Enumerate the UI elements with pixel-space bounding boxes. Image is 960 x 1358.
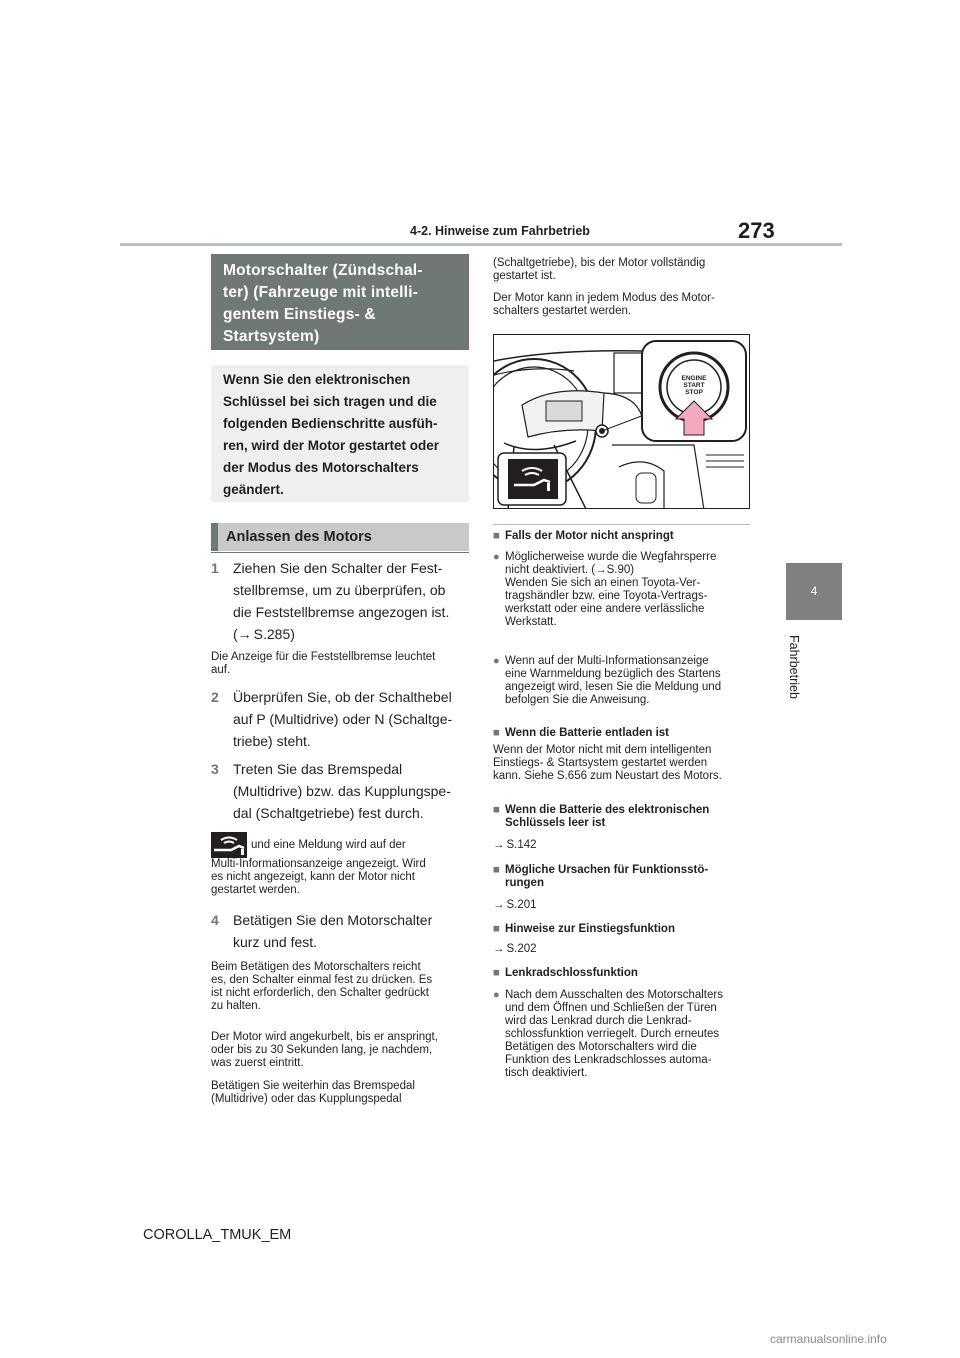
dashboard-drawing bbox=[494, 335, 750, 509]
heading-key-battery: ■ Wenn die Batterie des elektronischen Schlüssels leer ist bbox=[493, 804, 710, 829]
note-3: und eine Meldung wird auf der Multi-Informationsanzeige angezeigt. Wird es nicht angezeigt, kann der Motor nicht gestartet werden. bbox=[211, 832, 473, 897]
square-marker-icon: ■ bbox=[493, 923, 500, 935]
dashboard-illustration bbox=[493, 334, 750, 509]
bullet-icon: ● bbox=[493, 655, 500, 667]
square-marker-icon: ■ bbox=[493, 804, 500, 816]
note-4c: Betätigen Sie weiterhin das Bremspedal (Multidrive) oder das Kupplungspedal bbox=[211, 1080, 415, 1105]
brake-indicator-icon bbox=[211, 832, 247, 858]
note-4a: Beim Betätigen des Motorschalters reicht es, den Schalter einmal fest zu drücken. Es ist nicht erforderlich, den Schalter gedrückt zu halten. bbox=[211, 961, 433, 1012]
battery-discharged-text: Wenn der Motor nicht mit dem intelligenten Einstiegs- & Startsystem gestartet werden kann. Siehe S.656 zum Neustart des Motors. bbox=[493, 744, 722, 782]
arrow-icon: → bbox=[595, 564, 607, 576]
chapter-label: Fahrbetrieb bbox=[787, 635, 801, 699]
heading-battery-discharged: ■ Wenn die Batterie entladen ist bbox=[493, 727, 670, 739]
page-reference[interactable]: → S.142 bbox=[493, 839, 537, 851]
arrow-icon: → bbox=[493, 899, 505, 911]
figure-rule bbox=[493, 524, 750, 525]
page-reference[interactable]: S.90 bbox=[606, 564, 631, 576]
arrow-icon: → bbox=[237, 626, 252, 642]
continued-text: (Schaltgetriebe), bis der Motor vollständig gestartet ist. bbox=[493, 257, 706, 282]
document-code: COROLLA_TMUK_EM bbox=[143, 1227, 292, 1243]
heading-steering-lock: ■ Lenkradschlossfunktion bbox=[493, 967, 638, 979]
intro-box: Wenn Sie den elektronischen Schlüssel bei sich tragen und die folgenden Bedienschritte ausfüh- ren, wird der Motor gestartet oder der Modus des Motorschalters geändert. bbox=[211, 365, 469, 502]
bullet-warning-message: ● Wenn auf der Multi-Informationsanzeige eine Warnmeldung bezüglich des Startens angezeigt wird, lesen Sie die Meldung und befolgen Sie die Anweisung. bbox=[493, 655, 722, 706]
continued-text-2: Der Motor kann in jedem Modus des Motor- schalters gestartet werden. bbox=[493, 292, 715, 317]
bullet-immobilizer: ● Möglicherweise wurde die Wegfahrsperre nicht deaktiviert. (→S.90) Wenden Sie sich an einen Toyota-Ver- tragshändler bzw. eine Toyota-Vertrags- werkstatt oder eine andere verlässliche Werkstatt. bbox=[493, 551, 717, 628]
section-title: Motorschalter (Zündschal- ter) (Fahrzeuge mit intelli- gentem Einstiegs- & Startsystem) bbox=[211, 254, 469, 350]
engine-start-stop-button: ENGINE START STOP bbox=[681, 375, 707, 396]
bullet-icon: ● bbox=[493, 989, 500, 1001]
chapter-tab[interactable]: 4 bbox=[786, 563, 842, 620]
note-1: Die Anzeige für die Feststellbremse leuchtet auf. bbox=[211, 651, 436, 676]
square-marker-icon: ■ bbox=[493, 864, 500, 876]
arrow-icon: → bbox=[493, 943, 505, 955]
step-1: 1 Ziehen Sie den Schalter der Fest- stellbremse, um zu überprüfen, ob die Feststellbremse angezogen ist. (→ S.285) bbox=[211, 557, 473, 645]
section-header: 4-2. Hinweise zum Fahrbetrieb bbox=[410, 224, 590, 238]
page-reference[interactable]: → S.201 bbox=[493, 899, 537, 911]
subheading-rule bbox=[211, 552, 469, 553]
square-marker-icon: ■ bbox=[493, 967, 500, 979]
heading-engine-not-start: ■ Falls der Motor nicht anspringt bbox=[493, 530, 674, 542]
step-4: 4 Betätigen Sie den Motorschalter kurz und fest. bbox=[211, 912, 433, 950]
heading-malfunction-causes: ■ Mögliche Ursachen für Funktionsstö- rungen bbox=[493, 864, 709, 889]
subheading: Anlassen des Motors bbox=[211, 523, 469, 551]
header-rule bbox=[120, 243, 842, 246]
arrow-icon: → bbox=[493, 839, 505, 851]
note-4b: Der Motor wird angekurbelt, bis er anspringt, oder bis zu 30 Sekunden lang, je nachdem, was zuerst eintritt. bbox=[211, 1031, 438, 1069]
heading-entry-function: ■ Hinweise zur Einstiegsfunktion bbox=[493, 923, 675, 935]
step-3: 3 Treten Sie das Bremspedal (Multidrive) bzw. das Kupplungspe- dal (Schaltgetriebe) fest durch. bbox=[211, 761, 451, 821]
square-marker-icon: ■ bbox=[493, 530, 500, 542]
bullet-steering-lock: ● Nach dem Ausschalten des Motorschalters und dem Öffnen und Schließen der Türen wird das Lenkrad durch die Lenkrad- schlossfunktion verriegelt. Durch erneutes Betätigen des Motorschalters wird die Funktion des Lenkradschlosses automa- tisch deaktiviert. bbox=[493, 989, 723, 1079]
bullet-icon: ● bbox=[493, 551, 500, 563]
step-2: 2 Überprüfen Sie, ob der Schalthebel auf P (Multidrive) oder N (Schaltge- triebe) steht. bbox=[211, 689, 453, 749]
square-marker-icon: ■ bbox=[493, 727, 500, 739]
page-number: 273 bbox=[738, 218, 775, 243]
page-reference[interactable]: (→ S.285) bbox=[233, 626, 295, 642]
page-reference[interactable]: → S.202 bbox=[493, 943, 537, 955]
watermark: carmanualsonline.info bbox=[770, 1332, 887, 1346]
